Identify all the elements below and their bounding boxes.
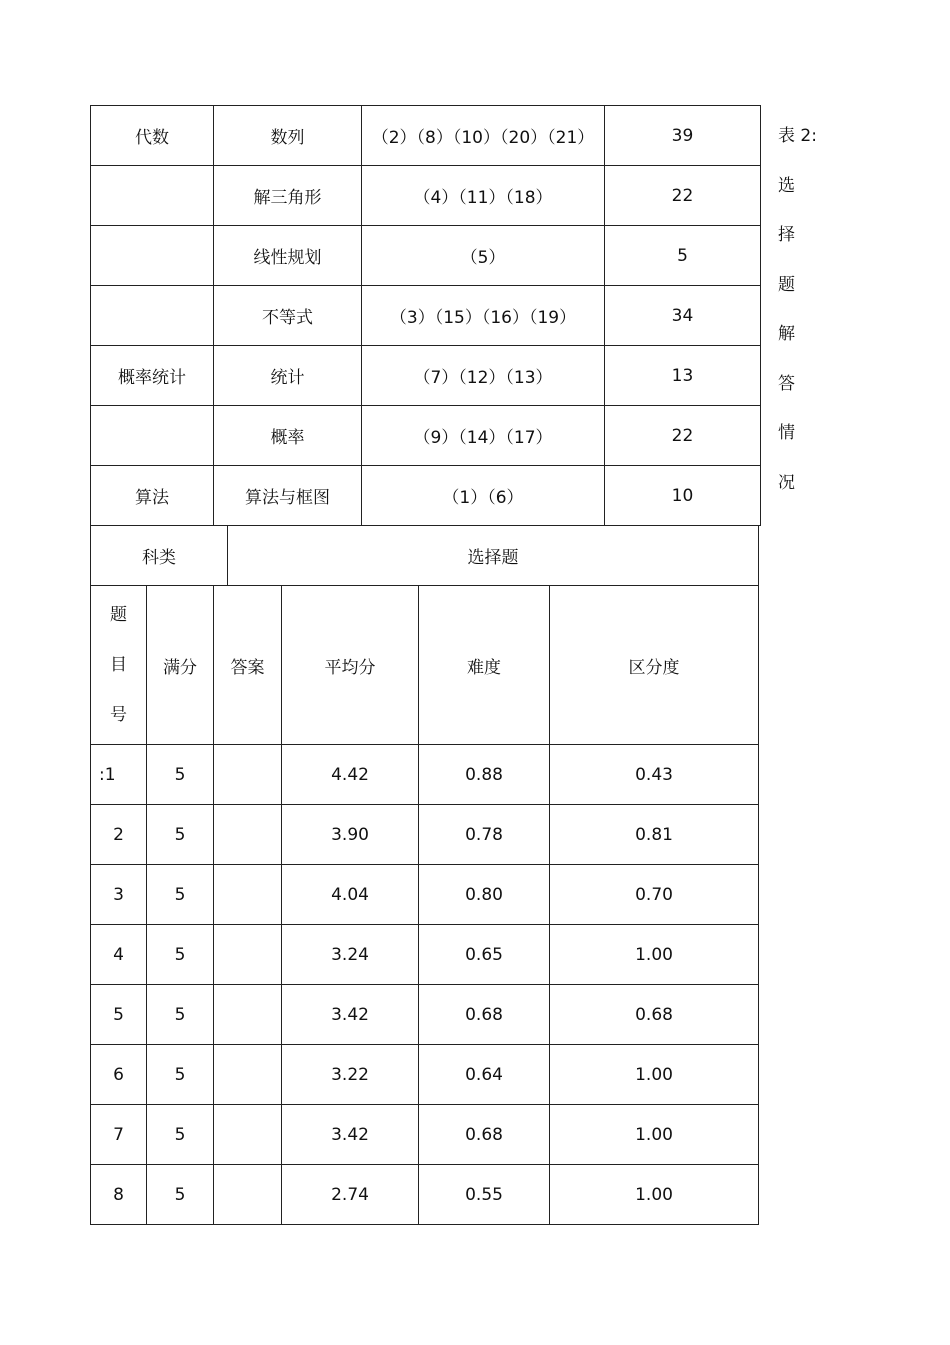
average-cell: 3.90 [282, 805, 419, 865]
answer-cell [214, 1105, 282, 1165]
discrimination-cell: 0.43 [550, 745, 759, 805]
full-score-cell: 5 [147, 865, 214, 925]
average-cell: 3.42 [282, 1105, 419, 1165]
table-row [91, 985, 759, 1045]
topic-cell: 线性规划 [214, 226, 362, 286]
average-cell: 3.24 [282, 925, 419, 985]
items-cell: （2）（8）（10）（20）（21） [362, 106, 605, 166]
caption-line: 题 解 [778, 274, 812, 344]
items-cell: （5） [362, 226, 605, 286]
number-cell: 6 [91, 1045, 147, 1105]
number-cell: 4 [91, 925, 147, 985]
full-score-cell: 5 [147, 1045, 214, 1105]
difficulty-cell: 0.55 [419, 1165, 550, 1225]
category-value: 选择题 [228, 526, 759, 586]
header-full-score: 满分 [147, 586, 214, 745]
items-cell: （1）（6） [362, 466, 605, 526]
knowledge-distribution-table [90, 105, 761, 526]
header-number-char: 号 [110, 705, 127, 725]
items-cell: （7）（12）（13） [362, 346, 605, 406]
difficulty-cell: 0.68 [419, 985, 550, 1045]
average-cell: 3.42 [282, 985, 419, 1045]
score-cell: 5 [605, 226, 761, 286]
full-score-cell: 5 [147, 805, 214, 865]
header-row [91, 586, 759, 745]
items-cell: （9）（14）（17） [362, 406, 605, 466]
answer-cell [214, 745, 282, 805]
answer-cell [214, 865, 282, 925]
difficulty-cell: 0.78 [419, 805, 550, 865]
caption-line: 况 [778, 472, 795, 493]
discrimination-cell: 0.68 [550, 985, 759, 1045]
table-row [91, 1045, 759, 1105]
area-cell [91, 166, 214, 226]
area-cell: 代数 [91, 106, 214, 166]
number-cell: 2 [91, 805, 147, 865]
header-discrimination: 区分度 [550, 586, 759, 745]
score-cell: 22 [605, 406, 761, 466]
header-difficulty: 难度 [419, 586, 550, 745]
table-row [91, 745, 759, 805]
header-answer: 答案 [214, 586, 282, 745]
topic-cell: 不等式 [214, 286, 362, 346]
average-cell: 3.22 [282, 1045, 419, 1105]
difficulty-cell: 0.64 [419, 1045, 550, 1105]
score-cell: 39 [605, 106, 761, 166]
difficulty-cell: 0.80 [419, 865, 550, 925]
table-row [91, 346, 761, 406]
average-cell: 4.04 [282, 865, 419, 925]
average-cell: 4.42 [282, 745, 419, 805]
discrimination-cell: 1.00 [550, 1105, 759, 1165]
table-row [91, 805, 759, 865]
table-row [91, 466, 761, 526]
caption-line: 表 2: [778, 126, 817, 146]
number-cell: 5 [91, 985, 147, 1045]
answer-cell [214, 805, 282, 865]
items-cell: （4）（11）（18） [362, 166, 605, 226]
area-cell [91, 286, 214, 346]
category-label: 科类 [91, 526, 228, 586]
topic-cell: 概率 [214, 406, 362, 466]
items-cell: （3）（15）（16）（19） [362, 286, 605, 346]
header-number-char: 目 [110, 655, 127, 675]
table-row [91, 925, 759, 985]
discrimination-cell: 0.81 [550, 805, 759, 865]
caption-line: 答 情 [778, 373, 812, 443]
number-cell: 3 [91, 865, 147, 925]
topic-cell: 解三角形 [214, 166, 362, 226]
discrimination-cell: 0.70 [550, 865, 759, 925]
table-row [91, 1105, 759, 1165]
table-row [91, 1165, 759, 1225]
answer-cell [214, 1165, 282, 1225]
full-score-cell: 5 [147, 1165, 214, 1225]
table-row [91, 286, 761, 346]
area-cell: 概率统计 [91, 346, 214, 406]
area-cell [91, 226, 214, 286]
header-number-char: 题 [110, 605, 127, 625]
topic-cell: 数列 [214, 106, 362, 166]
full-score-cell: 5 [147, 925, 214, 985]
header-number [91, 586, 147, 745]
table-caption [778, 112, 838, 508]
number-cell: :1 [91, 745, 147, 805]
header-average: 平均分 [282, 586, 419, 745]
full-score-cell: 5 [147, 745, 214, 805]
table-row [91, 166, 761, 226]
score-cell: 34 [605, 286, 761, 346]
choice-question-table [90, 525, 759, 1225]
score-cell: 10 [605, 466, 761, 526]
table-row [91, 106, 761, 166]
discrimination-cell: 1.00 [550, 1045, 759, 1105]
area-cell: 算法 [91, 466, 214, 526]
difficulty-cell: 0.65 [419, 925, 550, 985]
discrimination-cell: 1.00 [550, 1165, 759, 1225]
number-cell: 8 [91, 1165, 147, 1225]
number-cell: 7 [91, 1105, 147, 1165]
score-cell: 22 [605, 166, 761, 226]
answer-cell [214, 1045, 282, 1105]
caption-line: 选 择 [778, 175, 812, 245]
table-row [91, 226, 761, 286]
answer-cell [214, 985, 282, 1045]
topic-cell: 算法与框图 [214, 466, 362, 526]
full-score-cell: 5 [147, 985, 214, 1045]
table-row [91, 406, 761, 466]
discrimination-cell: 1.00 [550, 925, 759, 985]
score-cell: 13 [605, 346, 761, 406]
table-row [91, 865, 759, 925]
category-row [91, 526, 759, 586]
difficulty-cell: 0.68 [419, 1105, 550, 1165]
answer-cell [214, 925, 282, 985]
full-score-cell: 5 [147, 1105, 214, 1165]
average-cell: 2.74 [282, 1165, 419, 1225]
difficulty-cell: 0.88 [419, 745, 550, 805]
area-cell [91, 406, 214, 466]
topic-cell: 统计 [214, 346, 362, 406]
